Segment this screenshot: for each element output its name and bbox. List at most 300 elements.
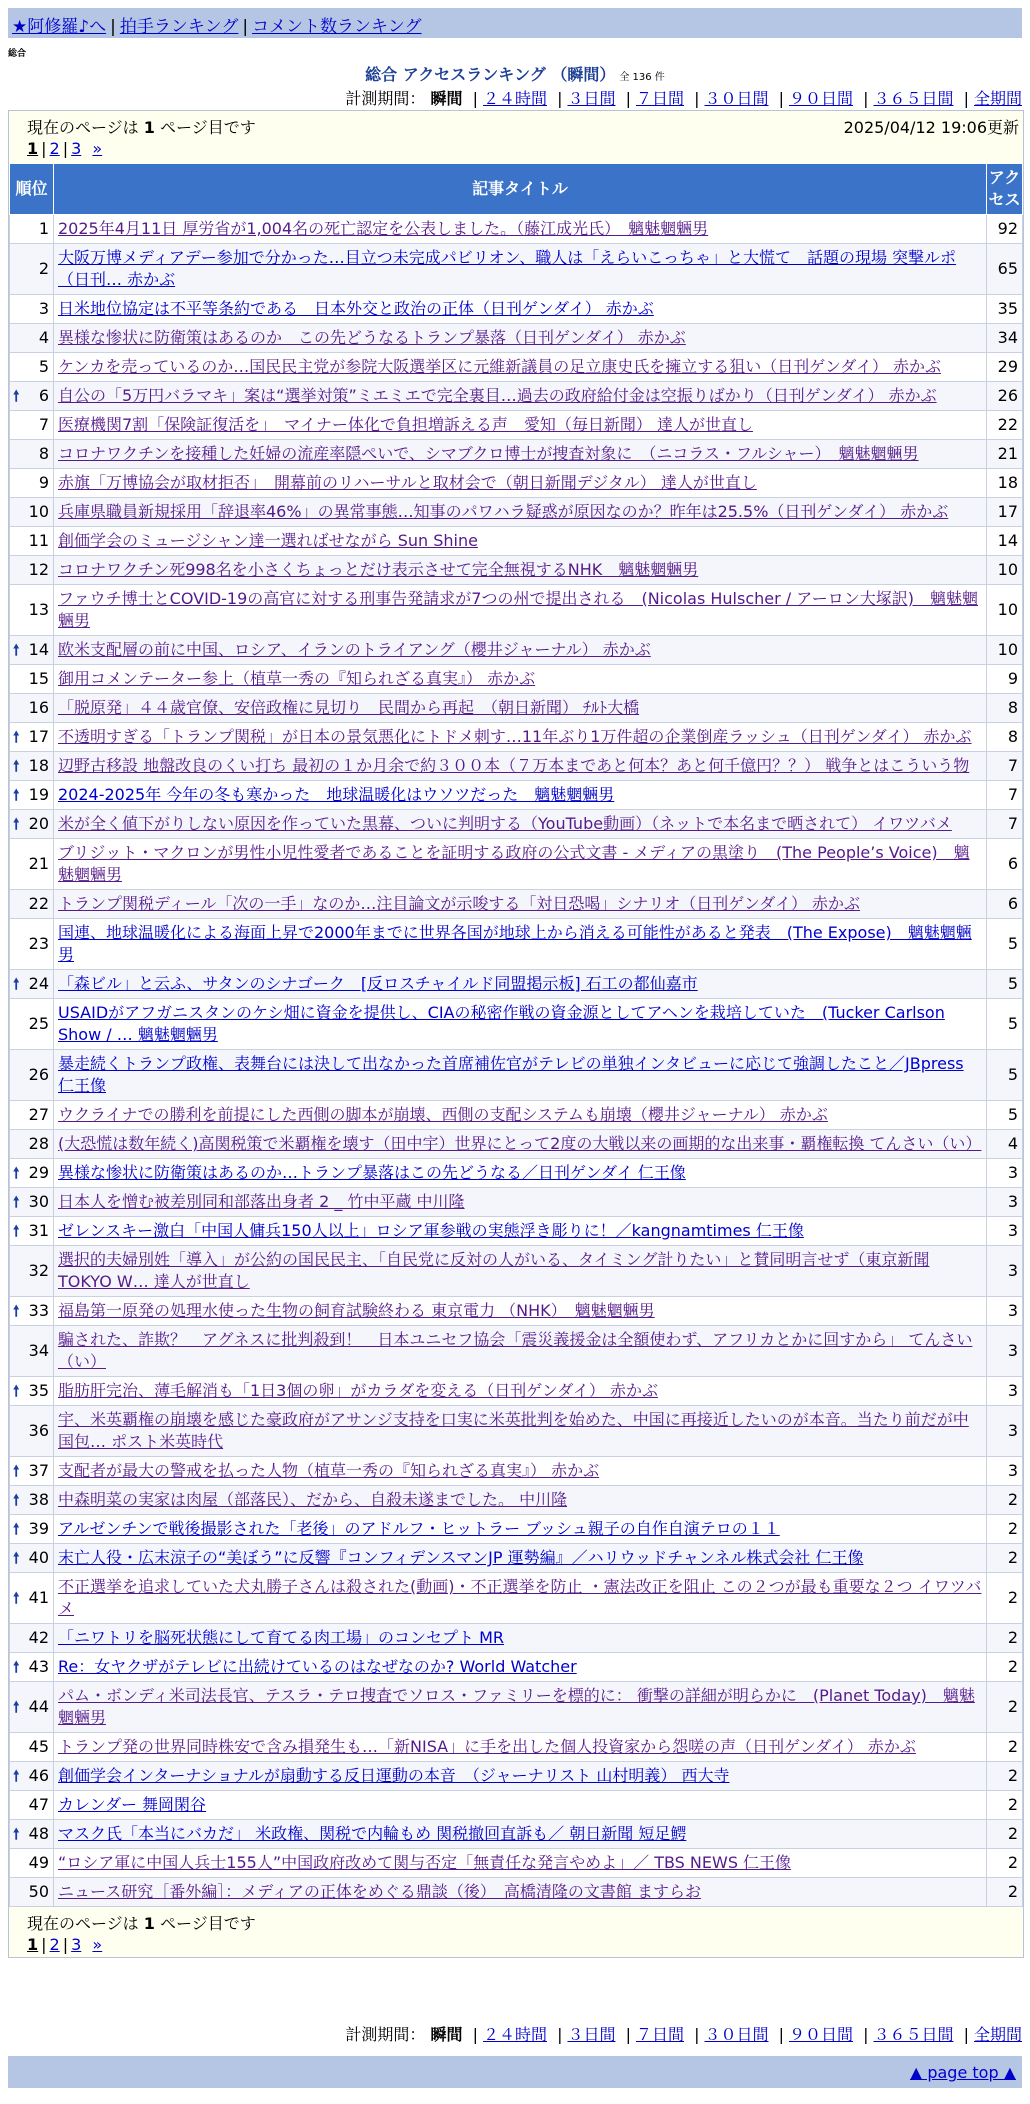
rank-cell	[10, 1762, 54, 1791]
rank-number: 15	[28, 669, 49, 688]
home-link[interactable]: ★阿修羅♪へ	[12, 17, 107, 37]
page-title	[0, 62, 1030, 85]
article-title-link[interactable]: 「ニワトリを脳死状態にして育てる肉工場」のコンセプト MR	[58, 1628, 505, 1647]
rank-cell	[10, 1653, 54, 1682]
table-row	[10, 215, 1023, 244]
access-count: 6	[987, 839, 1023, 890]
article-title-link[interactable]: ニュース研究［番外編］：メディアの正体をめぐる鼎談（後） 高橋清隆の文書館 ますらお	[58, 1882, 702, 1901]
article-title-link[interactable]: 不透明すぎる「トランプ関税」が日本の景気悪化にトドメ刺す…11年ぶり1万件超の企業倒産ラッシュ（日刊ゲンダイ） 赤かぶ	[58, 727, 972, 746]
rank-number: 42	[28, 1628, 49, 1647]
article-title-link[interactable]: トランプ関税ディール「次の一手」なのか…注目論文が示唆する「対日恐喝」シナリオ（日刊ゲンダイ） 赤かぶ	[58, 894, 861, 913]
rank-number: 4	[38, 328, 49, 347]
rank-cell	[10, 723, 54, 752]
table-row	[10, 890, 1023, 919]
title-cell	[54, 556, 987, 585]
period-option-all[interactable]: 全期間	[973, 89, 1022, 108]
page-title-text: 総合 アクセスランキング （瞬間）	[365, 65, 616, 84]
title-cell	[54, 1682, 987, 1733]
table-row	[10, 1762, 1023, 1791]
article-title-link[interactable]: 異様な惨状に防衛策はあるのか…トランプ暴落はこの先どうなる／日刊ゲンダイ 仁王像	[58, 1163, 686, 1182]
article-title-link[interactable]: “ロシア軍に中国人兵士155人”中国政府改めて関与否定「無責任な発言やめよ」／ TBS NEWS 仁王像	[58, 1853, 792, 1872]
article-title-link[interactable]: 支配者が最大の警戒を払った人物（植草一秀の『知られざる真実』） 赤かぶ	[58, 1461, 600, 1480]
rank-cell	[10, 244, 54, 295]
access-count: 5	[987, 919, 1023, 970]
article-title-link[interactable]: 暴走続くトランプ政権、表舞台には決して出なかった首席補佐官がテレビの単独インタビューに応じて強調したこと／JBpress 仁王像	[58, 1054, 964, 1095]
rank-number: 27	[28, 1105, 49, 1124]
access-count: 22	[987, 411, 1023, 440]
rank-number: 44	[28, 1697, 49, 1716]
article-title-link[interactable]: カレンダー 舞岡閑谷	[58, 1795, 207, 1814]
access-count: 65	[987, 244, 1023, 295]
ranking-frame	[8, 110, 1024, 1958]
period-option-90d[interactable]: ９０日間	[788, 2025, 853, 2044]
table-row	[10, 1820, 1023, 1849]
period-current: 瞬間	[430, 2025, 463, 2044]
rank-cell	[10, 585, 54, 636]
up-arrow-icon: 🠕	[13, 1589, 20, 1607]
period-selector-bottom: 計測期間： 瞬間 | ２４時間 | ３日間 | ７日間 | ３０日間 | ９０日間 | ３６５日間 | 全期間	[345, 2025, 1022, 2044]
rank-number: 2	[38, 259, 49, 278]
rank-number: 50	[28, 1882, 49, 1901]
table-row	[10, 244, 1023, 295]
table-row	[10, 469, 1023, 498]
period-option-7d[interactable]: ７日間	[635, 2025, 684, 2044]
table-row	[10, 1130, 1023, 1159]
table-row	[10, 1878, 1023, 1907]
title-cell	[54, 1246, 987, 1297]
access-count: 7	[987, 810, 1023, 839]
period-option-30d[interactable]: ３０日間	[704, 2025, 769, 2044]
rank-cell	[10, 1791, 54, 1820]
access-count: 3	[987, 1406, 1023, 1457]
rank-number: 29	[28, 1163, 49, 1182]
article-title-link[interactable]: 欧米支配層の前に中国、ロシア、イランのトライアング（櫻井ジャーナル） 赤かぶ	[58, 640, 651, 659]
table-row	[10, 556, 1023, 585]
period-option-365d[interactable]: ３６５日間	[873, 2025, 954, 2044]
article-title-link[interactable]: Re：女ヤクザがテレビに出続けているのはなぜなのか? World Watcher	[58, 1657, 577, 1676]
rank-number: 1	[38, 219, 49, 238]
period-option-24h[interactable]: ２４時間	[482, 2025, 547, 2044]
rank-number: 20	[28, 814, 49, 833]
up-arrow-icon: 🠕	[13, 728, 20, 746]
title-cell	[54, 1377, 987, 1406]
title-cell	[54, 1544, 987, 1573]
access-count: 9	[987, 665, 1023, 694]
title-cell	[54, 469, 987, 498]
article-title-link[interactable]: 赤旗「万博協会が取材拒否」 開幕前のリハーサルと取材会で（朝日新聞デジタル） 達人が世直し	[58, 473, 757, 492]
article-title-link[interactable]: 福島第一原発の処理水使った生物の飼育試験終わる 東京電力 （NHK） 魑魅魍魎男	[58, 1301, 655, 1320]
access-count: 5	[987, 1101, 1023, 1130]
access-count: 2	[987, 1486, 1023, 1515]
rank-number: 17	[28, 727, 49, 746]
rank-cell	[10, 215, 54, 244]
period-option-3d[interactable]: ３日間	[567, 2025, 616, 2044]
rank-number: 49	[28, 1853, 49, 1872]
rank-cell	[10, 1406, 54, 1457]
title-cell	[54, 1130, 987, 1159]
up-arrow-icon: 🠕	[13, 1825, 20, 1843]
up-arrow-icon: 🠕	[13, 1698, 20, 1716]
title-cell	[54, 1849, 987, 1878]
period-option-all[interactable]: 全期間	[973, 2025, 1022, 2044]
rank-number: 22	[28, 894, 49, 913]
access-count: 7	[987, 752, 1023, 781]
bottom-bar	[8, 2056, 1022, 2088]
table-row	[10, 1682, 1023, 1733]
title-cell	[54, 382, 987, 411]
article-title-link[interactable]: 騙された、詐欺？ アグネスに批判殺到！ 日本ユニセフ協会「震災義援金は全額使わず、アフリカとかに回すから」 てんさい（い）	[58, 1330, 973, 1371]
table-header-row	[10, 164, 1023, 215]
article-title-link[interactable]: 大阪万博メディアデー参加で分かった…目立つ未完成パビリオン、職人は「えらいこっちゃ」と大慌て 話題の現場 突撃ルポ（日刊… 赤かぶ	[58, 248, 957, 289]
article-title-link[interactable]: 2024-2025年 今年の冬も寒かった 地球温暖化はウソツだった 魑魅魍魎男	[58, 785, 615, 804]
title-cell	[54, 752, 987, 781]
article-title-link[interactable]: 日本人を憎む被差別同和部落出身者 2 _ 竹中平蔵 中川隆	[58, 1192, 465, 1211]
rank-cell	[10, 665, 54, 694]
title-cell	[54, 527, 987, 556]
access-count: 3	[987, 1246, 1023, 1297]
top-nav-bar	[8, 8, 1022, 38]
table-row	[10, 723, 1023, 752]
article-title-link[interactable]: 御用コメンテーター参上（植草一秀の『知られざる真実』） 赤かぶ	[58, 669, 536, 688]
table-row	[10, 1159, 1023, 1188]
access-count: 10	[987, 636, 1023, 665]
title-cell	[54, 1050, 987, 1101]
rank-cell	[10, 1101, 54, 1130]
access-count: 10	[987, 585, 1023, 636]
title-cell	[54, 1326, 987, 1377]
article-title-link[interactable]: 末亡人役・広末涼子の“美ぼう”に反響『コンフィデンスマンJP 運勢編』／ハリウッドチャンネル株式会社 仁王像	[58, 1548, 864, 1567]
article-title-link[interactable]: 脂肪肝完治、薄毛解消も「1日3個の卵」がカラダを変える（日刊ゲンダイ） 赤かぶ	[58, 1381, 659, 1400]
rank-number: 39	[28, 1519, 49, 1538]
page-link-3[interactable]: 3	[71, 139, 82, 158]
table-row	[10, 1217, 1023, 1246]
rank-number: 16	[28, 698, 49, 717]
rank-cell	[10, 295, 54, 324]
table-row	[10, 999, 1023, 1050]
period-option-90d[interactable]: ９０日間	[788, 89, 853, 108]
page-next-link[interactable]: »	[92, 1935, 103, 1954]
header-title: 記事タイトル	[54, 164, 987, 215]
access-count: 6	[987, 890, 1023, 919]
table-row	[10, 1050, 1023, 1101]
title-cell	[54, 1101, 987, 1130]
top-nav-links	[12, 12, 422, 37]
rank-number: 21	[28, 854, 49, 873]
period-label: 計測期間：	[345, 89, 426, 108]
page-position: 現在のページは 1 ページ目です	[27, 1914, 256, 1933]
access-count: 26	[987, 382, 1023, 411]
period-selector-top: 計測期間： 瞬間 | ２４時間 | ３日間 | ７日間 | ３０日間 | ９０日間 | ３６５日間 | 全期間	[345, 89, 1022, 108]
rank-cell	[10, 999, 54, 1050]
table-row	[10, 411, 1023, 440]
title-cell	[54, 919, 987, 970]
table-row	[10, 1624, 1023, 1653]
article-title-link[interactable]: 米が全く値下がりしない原因を作っていた黒幕、ついに判明する（YouTube動画）（ネットで本名まで晒されて） イワツバメ	[58, 814, 952, 833]
rank-number: 47	[28, 1795, 49, 1814]
table-row	[10, 353, 1023, 382]
article-title-link[interactable]: ブリジット・マクロンが男性小児性愛者であることを証明する政府の公式文書 - メディアの黒塗り (The People’s Voice) 魑魅魍魎男	[58, 843, 970, 884]
title-cell	[54, 1515, 987, 1544]
access-count: 2	[987, 1849, 1023, 1878]
article-title-link[interactable]: パム・ボンディ米司法長官、テスラ・テロ捜査でソロス・ファミリーを標的に： 衝撃の詳細が明らかに (Planet Today) 魑魅魍魎男	[58, 1686, 975, 1727]
article-title-link[interactable]: ゼレンスキー激白「中国人傭兵150人以上」ロシア軍参戦の実態浮き彫りに！／kangnamtimes 仁王像	[58, 1221, 804, 1240]
article-title-link[interactable]: ファウチ博士とCOVID-19の高官に対する刑事告発請求が7つの州で提出される (Nicolas Hulscher / アーロン大塚訳) 魑魅魍魎男	[58, 589, 979, 630]
rank-number: 19	[28, 785, 49, 804]
rank-cell	[10, 1377, 54, 1406]
rank-number: 38	[28, 1490, 49, 1509]
table-row	[10, 1246, 1023, 1297]
rank-number: 23	[28, 934, 49, 953]
article-title-link[interactable]: 創価学会インターナショナルが扇動する反日運動の本音 （ジャーナリスト 山村明義） 西大寺	[58, 1766, 730, 1785]
table-row	[10, 1733, 1023, 1762]
up-arrow-icon: 🠕	[13, 1302, 20, 1320]
table-row	[10, 781, 1023, 810]
title-cell	[54, 1624, 987, 1653]
page-top-link[interactable]: ▲ page top ▲	[909, 2063, 1016, 2082]
rank-number: 12	[28, 560, 49, 579]
table-row	[10, 752, 1023, 781]
article-title-link[interactable]: 兵庫県職員新規採用「辞退率46%」の異常事態…知事のパワハラ疑惑が原因なのか？昨年は25.5%（日刊ゲンダイ） 赤かぶ	[58, 502, 949, 521]
access-count: 10	[987, 556, 1023, 585]
rank-cell	[10, 839, 54, 890]
period-option-3d[interactable]: ３日間	[567, 89, 616, 108]
rank-cell	[10, 1878, 54, 1907]
title-cell	[54, 1188, 987, 1217]
page-numbers: 1 | 2 | 3 »	[27, 1935, 103, 1954]
article-title-link[interactable]: 創価学会のミュージシャン達一選ればせながら Sun Shine	[58, 531, 478, 550]
access-count: 21	[987, 440, 1023, 469]
rank-number: 18	[28, 756, 49, 775]
rank-number: 26	[28, 1065, 49, 1084]
rank-number: 40	[28, 1548, 49, 1567]
comment-ranking-link[interactable]: コメント数ランキング	[252, 17, 422, 37]
period-option-30d[interactable]: ３０日間	[704, 89, 769, 108]
access-count: 2	[987, 1762, 1023, 1791]
title-cell	[54, 1791, 987, 1820]
article-title-link[interactable]: コロナワクチンを接種した妊婦の流産率隠ぺいで、シマブクロ博士が捜査対象に （ニコラス・フルシャー） 魑魅魍魎男	[58, 444, 919, 463]
access-count: 92	[987, 215, 1023, 244]
title-cell	[54, 1878, 987, 1907]
table-row	[10, 1188, 1023, 1217]
article-title-link[interactable]: 異様な惨状に防衛策はあるのか この先どうなるトランプ暴落（日刊ゲンダイ） 赤かぶ	[58, 328, 686, 347]
page-link-3[interactable]: 3	[71, 1935, 82, 1954]
access-count: 17	[987, 498, 1023, 527]
up-arrow-icon: 🠕	[13, 1491, 20, 1509]
up-arrow-icon: 🠕	[13, 1164, 20, 1182]
rank-cell	[10, 1515, 54, 1544]
article-title-link[interactable]: 宇、米英覇権の崩壊を感じた豪政府がアサンジ支持を口実に米英批判を始めた、中国に再接近したいのが本音。当たり前だが中国包… ポスト米英時代	[58, 1410, 969, 1451]
rank-cell	[10, 1159, 54, 1188]
rank-cell	[10, 694, 54, 723]
title-cell	[54, 498, 987, 527]
rank-number: 9	[38, 473, 49, 492]
title-cell	[54, 665, 987, 694]
rank-cell	[10, 1820, 54, 1849]
updated-timestamp: 2025/04/12 19:06更新	[843, 118, 1019, 137]
rank-cell	[10, 1733, 54, 1762]
access-count: 3	[987, 1297, 1023, 1326]
up-arrow-icon: 🠕	[13, 975, 20, 993]
rank-cell	[10, 636, 54, 665]
access-count: 2	[987, 1878, 1023, 1907]
access-count: 2	[987, 1515, 1023, 1544]
article-title-link[interactable]: アルゼンチンで戦後撮影された「老後」のアドルフ・ヒットラー ブッシュ親子の自作自演テロの１１	[58, 1519, 780, 1538]
period-option-24h[interactable]: ２４時間	[482, 89, 547, 108]
rank-cell	[10, 890, 54, 919]
table-row	[10, 1377, 1023, 1406]
article-title-link[interactable]: 「森ビル」と云ふ、サタンのシナゴーク [反ロスチャイルド同盟掲示板] 石工の都仙嘉市	[58, 974, 698, 993]
access-count: 14	[987, 527, 1023, 556]
rank-number: 45	[28, 1737, 49, 1756]
up-arrow-icon: 🠕	[13, 1222, 20, 1240]
article-title-link[interactable]: USAIDがアフガニスタンのケシ畑に資金を提供し、CIAの秘密作戦の資金源としてアヘンを栽培していた (Tucker Carlson Show / … 魑魅魍魎男	[58, 1003, 945, 1044]
table-row	[10, 1791, 1023, 1820]
table-row	[10, 1326, 1023, 1377]
access-count: 3	[987, 1457, 1023, 1486]
rank-number: 46	[28, 1766, 49, 1785]
page-link-2[interactable]: 2	[49, 1935, 60, 1954]
rank-cell	[10, 1326, 54, 1377]
title-cell	[54, 810, 987, 839]
table-row	[10, 1486, 1023, 1515]
table-row	[10, 919, 1023, 970]
article-title-link[interactable]: 自公の「5万円バラマキ」案は“選挙対策”ミエミエで完全裏目…過去の政府給付金は空振りばかり（日刊ゲンダイ） 赤かぶ	[58, 386, 937, 405]
article-title-link[interactable]: 中森明菜の実家は肉屋（部落民）、だから、自殺未遂までした。 中川隆	[58, 1490, 568, 1509]
table-row	[10, 295, 1023, 324]
period-option-7d[interactable]: ７日間	[635, 89, 684, 108]
table-row	[10, 1849, 1023, 1878]
total-count: 全 136 件	[619, 72, 665, 83]
access-count: 35	[987, 295, 1023, 324]
rank-number: 11	[28, 531, 49, 550]
rank-cell	[10, 1217, 54, 1246]
rank-cell	[10, 1682, 54, 1733]
title-cell	[54, 1217, 987, 1246]
rank-cell	[10, 919, 54, 970]
rank-number: 8	[38, 444, 49, 463]
rank-cell	[10, 382, 54, 411]
clap-ranking-link[interactable]: 拍手ランキング	[119, 17, 239, 37]
rank-number: 34	[28, 1341, 49, 1360]
access-count: 3	[987, 1188, 1023, 1217]
rank-number: 33	[28, 1301, 49, 1320]
title-cell	[54, 1762, 987, 1791]
access-count: 2	[987, 1733, 1023, 1762]
table-row	[10, 498, 1023, 527]
up-arrow-icon: 🠕	[13, 1193, 20, 1211]
article-title-link[interactable]: ケンカを売っているのか…国民民主党が参院大阪選挙区に元維新議員の足立康史氏を擁立する狙い（日刊ゲンダイ） 赤かぶ	[58, 357, 942, 376]
page-next-link[interactable]: »	[92, 139, 103, 158]
table-row	[10, 1457, 1023, 1486]
article-title-link[interactable]: 2025年4月11日 厚労省が1,004名の死亡認定を公表しました。（藤江成光氏） 魑魅魍魎男	[58, 219, 709, 238]
article-title-link[interactable]: 不正選挙を追求していた犬丸勝子さんは殺された(動画)・不正選挙を防止 ・憲法改正を阻止 この２つが最も重要な２つ イワツバメ	[58, 1577, 982, 1618]
rank-number: 36	[28, 1421, 49, 1440]
title-cell	[54, 1573, 987, 1624]
title-cell	[54, 585, 987, 636]
article-title-link[interactable]: (大恐慌は数年続く)高関税策で米覇権を壊す（田中宇）世界にとって2度の大戦以来の画期的な出来事・覇権転換 てんさい（い）	[58, 1134, 982, 1153]
title-cell	[54, 215, 987, 244]
period-current: 瞬間	[430, 89, 463, 108]
up-arrow-icon: 🠕	[13, 757, 20, 775]
rank-cell	[10, 1457, 54, 1486]
up-arrow-icon: 🠕	[13, 815, 20, 833]
title-cell	[54, 694, 987, 723]
article-title-link[interactable]: コロナワクチン死998名を小さくちょっとだけ表示させて完全無視するNHK 魑魅魍魎男	[58, 560, 699, 579]
page-link-2[interactable]: 2	[49, 139, 60, 158]
table-row	[10, 585, 1023, 636]
article-title-link[interactable]: マスク氏「本当にバカだ」 米政権、関税で内輪もめ 関税撤回直訴も／ 朝日新聞 短足鰐	[58, 1824, 687, 1843]
rank-cell	[10, 498, 54, 527]
article-title-link[interactable]: 国連、地球温暖化による海面上昇で2000年までに世界各国が地球上から消える可能性があると発表 (The Expose) 魑魅魍魎男	[58, 923, 972, 964]
rank-cell	[10, 1544, 54, 1573]
article-title-link[interactable]: 医療機関7割「保険証復活を」 マイナー体化で負担増訴える声 愛知（毎日新聞） 達人が世直し	[58, 415, 753, 434]
table-row	[10, 1653, 1023, 1682]
rank-cell	[10, 440, 54, 469]
title-cell	[54, 1820, 987, 1849]
article-title-link[interactable]: 辺野古移設 地盤改良のくい打ち 最初の１か月余で約３００本（７万本まであと何本？あと何千億円？？） 戦争とはこういう物	[58, 756, 970, 775]
ranking-table-body	[10, 215, 1023, 1907]
rank-cell	[10, 1188, 54, 1217]
rank-cell	[10, 752, 54, 781]
access-count: 5	[987, 970, 1023, 999]
rank-number: 41	[28, 1588, 49, 1607]
title-cell	[54, 1297, 987, 1326]
period-option-365d[interactable]: ３６５日間	[873, 89, 954, 108]
table-row	[10, 324, 1023, 353]
table-row	[10, 1544, 1023, 1573]
title-cell	[54, 890, 987, 919]
article-title-link[interactable]: 「脱原発」４４歳官僚、安倍政権に見切り 民間から再起 （朝日新聞） ﾁﾙﾄ大橋	[58, 698, 640, 717]
access-count: 2	[987, 1624, 1023, 1653]
up-arrow-icon: 🠕	[13, 641, 20, 659]
title-cell	[54, 839, 987, 890]
access-count: 4	[987, 1130, 1023, 1159]
article-title-link[interactable]: トランプ発の世界同時株安で含み損発生も…「新NISA」に手を出した個人投資家から怨嗟の声（日刊ゲンダイ） 赤かぶ	[58, 1737, 916, 1756]
rank-number: 30	[28, 1192, 49, 1211]
rank-number: 24	[28, 974, 49, 993]
rank-cell	[10, 1246, 54, 1297]
title-cell	[54, 1406, 987, 1457]
title-cell	[54, 1486, 987, 1515]
rank-number: 13	[28, 600, 49, 619]
access-count: 2	[987, 1544, 1023, 1573]
table-row	[10, 665, 1023, 694]
rank-cell	[10, 1130, 54, 1159]
category-label: 総合	[8, 49, 27, 59]
table-row	[10, 1101, 1023, 1130]
access-count: 2	[987, 1573, 1023, 1624]
access-count: 7	[987, 781, 1023, 810]
up-arrow-icon: 🠕	[13, 1767, 20, 1785]
title-cell	[54, 723, 987, 752]
access-count: 34	[987, 324, 1023, 353]
nav-separator: |	[110, 17, 116, 37]
access-count: 2	[987, 1653, 1023, 1682]
rank-number: 48	[28, 1824, 49, 1843]
rank-number: 37	[28, 1461, 49, 1480]
title-cell	[54, 353, 987, 382]
article-title-link[interactable]: ウクライナでの勝利を前提にした西側の脚本が崩壊、西側の支配システムも崩壊（櫻井ジャーナル） 赤かぶ	[58, 1105, 828, 1124]
rank-number: 6	[38, 386, 49, 405]
up-arrow-icon: 🠕	[13, 1658, 20, 1676]
article-title-link[interactable]: 選択的夫婦別姓「導入」が公約の国民民主、「自民党に反対の人がいる、タイミング計りたい」と賛同明言せず（東京新聞TOKYO W… 達人が世直し	[58, 1250, 930, 1291]
access-count: 2	[987, 1791, 1023, 1820]
rank-cell	[10, 556, 54, 585]
rank-number: 31	[28, 1221, 49, 1240]
access-count: 18	[987, 469, 1023, 498]
title-cell	[54, 1653, 987, 1682]
article-title-link[interactable]: 日米地位協定は不平等条約である 日本外交と政治の正体（日刊ゲンダイ） 赤かぶ	[58, 299, 654, 318]
